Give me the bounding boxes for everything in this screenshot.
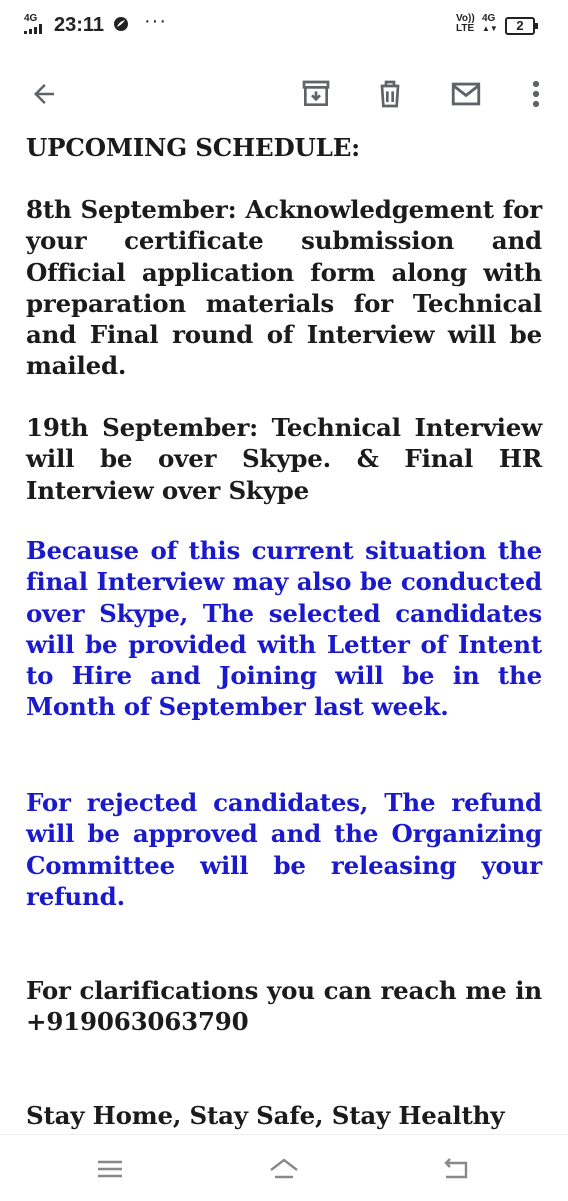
more-vert-icon[interactable] [518,76,554,112]
email-body [0,134,568,1134]
clock: 23:11 [54,14,105,36]
paragraph-current-situation: Because of this current situation the final Interview may also be conducted over Skype, The selected candidates will be provided with Letter of Intent to Hire and Joining will be in the Month of September last week. [26,536,542,722]
volte-indicator: Vo)) LTE [456,13,475,34]
battery-icon: 2 [505,17,535,35]
paragraph-clarifications: For clarifications you can reach me in +919063063790 [26,976,542,1037]
paragraph-sept-8: 8th September: Acknowledgement for your certificate submission and Official application form along with preparation materials for Technical and Final round of Interview will be mailed. [26,195,542,381]
menu-icon[interactable] [94,1155,126,1183]
network-type-2: 4G ▲▼ [482,13,498,33]
back-arrow-icon[interactable] [26,76,62,112]
system-nav-bar [0,1134,568,1201]
paragraph-refund: For rejected candidates, The refund will be approved and the Organizing Committee will be releasing your refund. [26,788,542,911]
back-icon[interactable] [440,1155,472,1183]
status-bar [0,0,568,56]
email-toolbar [0,56,568,134]
app-notification-icon [113,16,129,32]
delete-icon[interactable] [372,76,408,112]
schedule-heading: UPCOMING SCHEDULE: [26,134,361,162]
home-icon[interactable] [268,1155,300,1183]
paragraph-sept-19: 19th September: Technical Interview will be over Skype. & Final HR Interview over Skype [26,413,542,505]
mail-icon[interactable] [448,76,484,112]
signal-icon [24,24,46,34]
archive-icon[interactable] [298,76,334,112]
network-type: 4G [24,13,38,24]
paragraph-stay-home: Stay Home, Stay Safe, Stay Healthy [26,1101,505,1130]
more-notifications-icon: ··· [144,10,167,32]
